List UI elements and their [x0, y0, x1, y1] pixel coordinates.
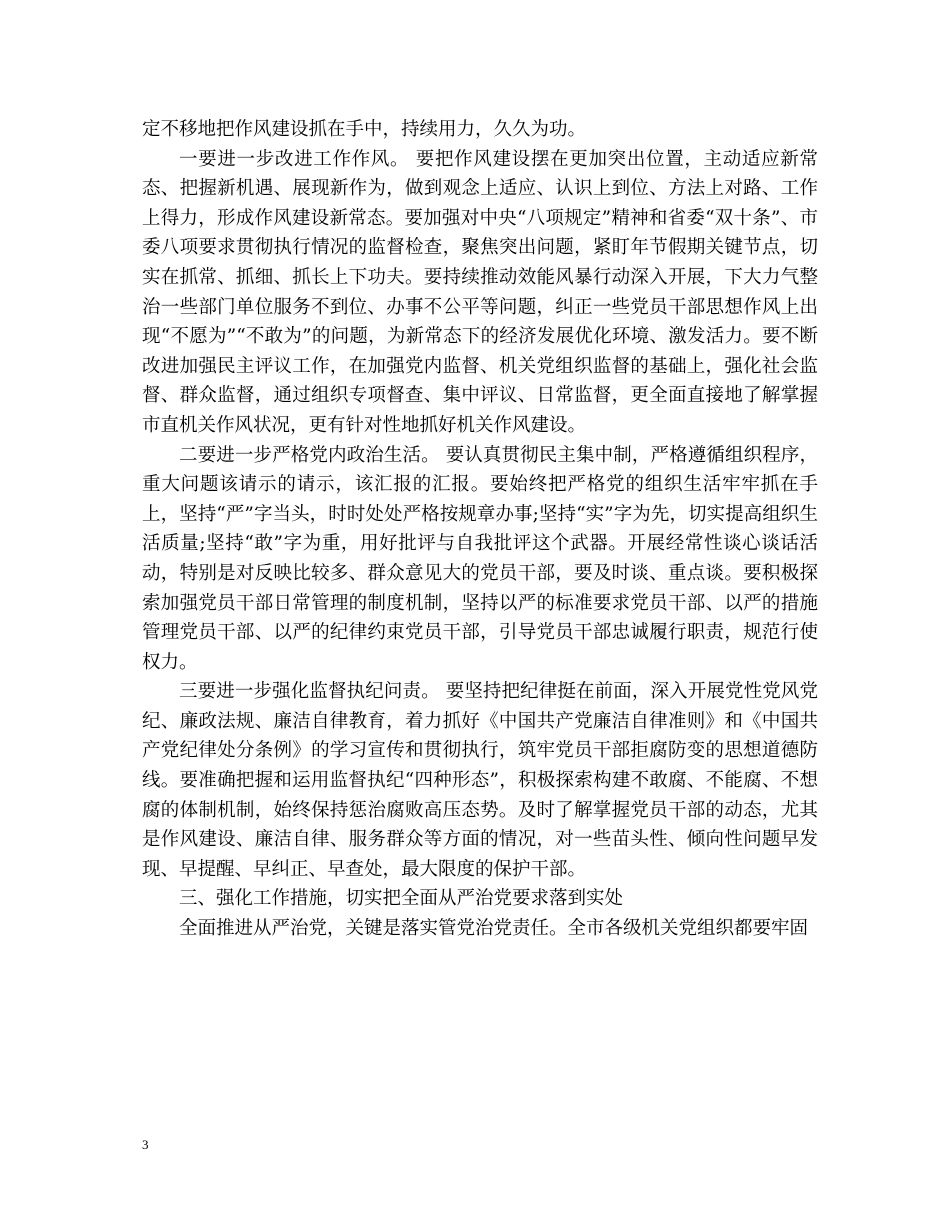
paragraph-improve-work-style: 一要进一步改进工作作风。 要把作风建设摆在更加突出位置，主动适应新常态、把握新机遇、展现新作为，做到观念上适应、认识上到位、方法上对路、工作上得力，形成作风建设新常态。要加强对中央“八项规定”精神和省委“双十条”、市委八项要求贯彻执行情况的监督检查，聚焦突出问题，紧盯年节假期关键节点，切实在抓常、抓细、抓长上下功夫。要持续推动效能风暴行动深入开展，下大力气整治一些部门单位服务不到位、办事不公平等问题，纠正一些党员干部思想作风上出现“不愿为”“不敢为”的问题，为新常态下的经济发展优化环境、激发活力。要不断改进加强民主评议工作，在加强党内监督、机关党组织监督的基础上，强化社会监督、群众监督，通过组织专项督查、集中评议、日常监督，更全面直接地了解掌握市直机关作风状况，更有针对性地抓好机关作风建设。: [142, 148, 818, 436]
paragraph-strict-political-life: 二要进一步严格党内政治生活。 要认真贯彻民主集中制，严格遵循组织程序，重大问题该请示的请示，该汇报的汇报。要始终把严格党的组织生活牢牢抓在手上，坚持“严”字当头，时时处处严格按规章办事;坚持“实”字为先，切实提高组织生活质量;坚持“敢”字为重，用好批评与自我批评这个武器。开展经常性谈心谈话活动，特别是对反映比较多、群众意见大的党员干部，要及时谈、重点谈。要积极探索加强党员干部日常管理的制度机制，坚持以严的标准要求党员干部、以严的措施管理党员干部、以严的纪律约束党员干部，引导党员干部忠诚履行职责，规范行使权力。: [142, 444, 818, 673]
page-number: 3: [142, 1137, 149, 1152]
paragraph-continuation: 定不移地把作风建设抓在手中，持续用力，久久为功。: [142, 119, 587, 140]
paragraph-party-responsibility: 全面推进从严治党，关键是落实管党治党责任。全市各级机关党组织都要牢固: [179, 918, 809, 940]
paragraph-supervision-discipline: 三要进一步强化监督执纪问责。 要坚持把纪律挺在前面，深入开展党性党风党纪、廉政法规、廉洁自律教育，着力抓好《中国共产党廉洁自律准则》和《中国共产党纪律处分条例》的学习宣传和贯彻执行，筑牢党员干部拒腐防变的思想道德防线。要准确把握和运用监督执纪“四种形态”，积极探索构建不敢腐、不能腐、不想腐的体制机制，始终保持惩治腐败高压态势。及时了解掌握党员干部的动态，尤其是作风建设、廉洁自律、服务群众等方面的情况，对一些苗头性、倾向性问题早发现、早提醒、早纠正、早查处，最大限度的保护干部。: [142, 681, 818, 880]
document-body: [142, 115, 818, 944]
section-heading-work-measures: 三、强化工作措施，切实把全面从严治党要求落到实处: [179, 888, 624, 910]
